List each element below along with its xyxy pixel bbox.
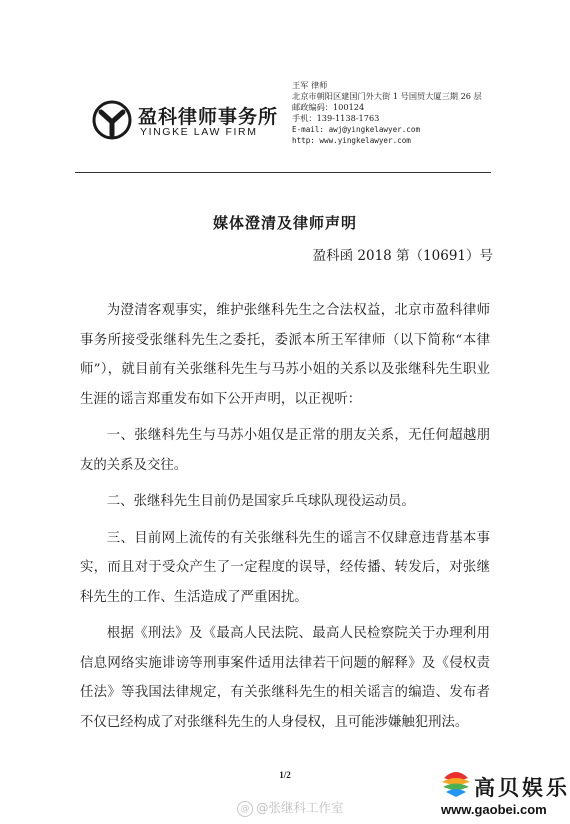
- contact-email: E-mail: awj@yingkelawyer.com: [292, 125, 421, 134]
- gaobei-site-url: www.gaobei.com: [441, 802, 547, 817]
- firm-name-cn: 盈科律师事务所: [138, 106, 279, 128]
- gaobei-color-logo-icon: [440, 766, 472, 800]
- paragraph-legal-basis: 根据《刑法》及《最高人民法院、最高人民检察院关于办理利用信息网络实施诽谤等刑事案件适用法律若干问题的解释》及《侵权责任法》等我国法律规定，有关张继科先生的相关谣言的编造、发布者不仅已经构成了对张继科先生的人身侵权，且可能涉嫌触犯刑法。: [80, 626, 490, 730]
- yingke-y-logo-icon: [92, 100, 132, 140]
- weibo-at-icon: @: [237, 801, 253, 817]
- page-number: 1/2: [279, 770, 291, 780]
- contact-name: 王军 律师: [292, 80, 328, 90]
- paragraph-intro: 为澄清客观事实，维护张继科先生之合法权益，北京市盈科律师事务所接受张继科先生之委托，委派本所王军律师（以下简称“本律师”），就目前有关张继科先生与马苏小姐的关系以及张继科先生职业生涯的谣言郑重发布如下公开声明，以正视听：: [80, 303, 490, 407]
- statement-body: [80, 296, 490, 744]
- document-title: 媒体澄清及律师声明: [212, 214, 357, 232]
- gaobei-site-name: 高贝娱乐: [474, 776, 570, 800]
- firm-logo: [92, 100, 282, 144]
- header-divider: [75, 172, 491, 173]
- firm-name-en: YINGKE LAW FIRM: [140, 126, 258, 138]
- contact-address: 北京市朝阳区建国门外大街 1 号国贸大厦三期 26 层: [292, 91, 482, 101]
- contact-website: http: www.yingkelawyer.com: [292, 136, 411, 145]
- contact-block: [292, 80, 522, 146]
- gaobei-watermark: [438, 764, 570, 820]
- reference-number: 盈科函 2018 第（10691）号: [312, 248, 493, 264]
- paragraph-point-3: 三、目前网上流传的有关张继科先生的谣言不仅肆意违背基本事实，而且对于受众产生了一定程度的误导，经传播、转发后，对张继科先生的工作、生活造成了严重困扰。: [80, 530, 490, 605]
- paragraph-point-1: 一、张继科先生与马苏小姐仅是正常的朋友关系，无任何超越朋友的关系及交往。: [80, 428, 490, 473]
- paragraph-point-2: 二、张继科先生目前仍是国家乒乓球队现役运动员。: [106, 494, 415, 509]
- weibo-watermark: [237, 798, 344, 818]
- contact-postcode: 邮政编码：100124: [292, 102, 365, 112]
- contact-phone: 手机：139-1138-1763: [292, 113, 380, 123]
- weibo-handle: @张继科工作室: [256, 800, 344, 815]
